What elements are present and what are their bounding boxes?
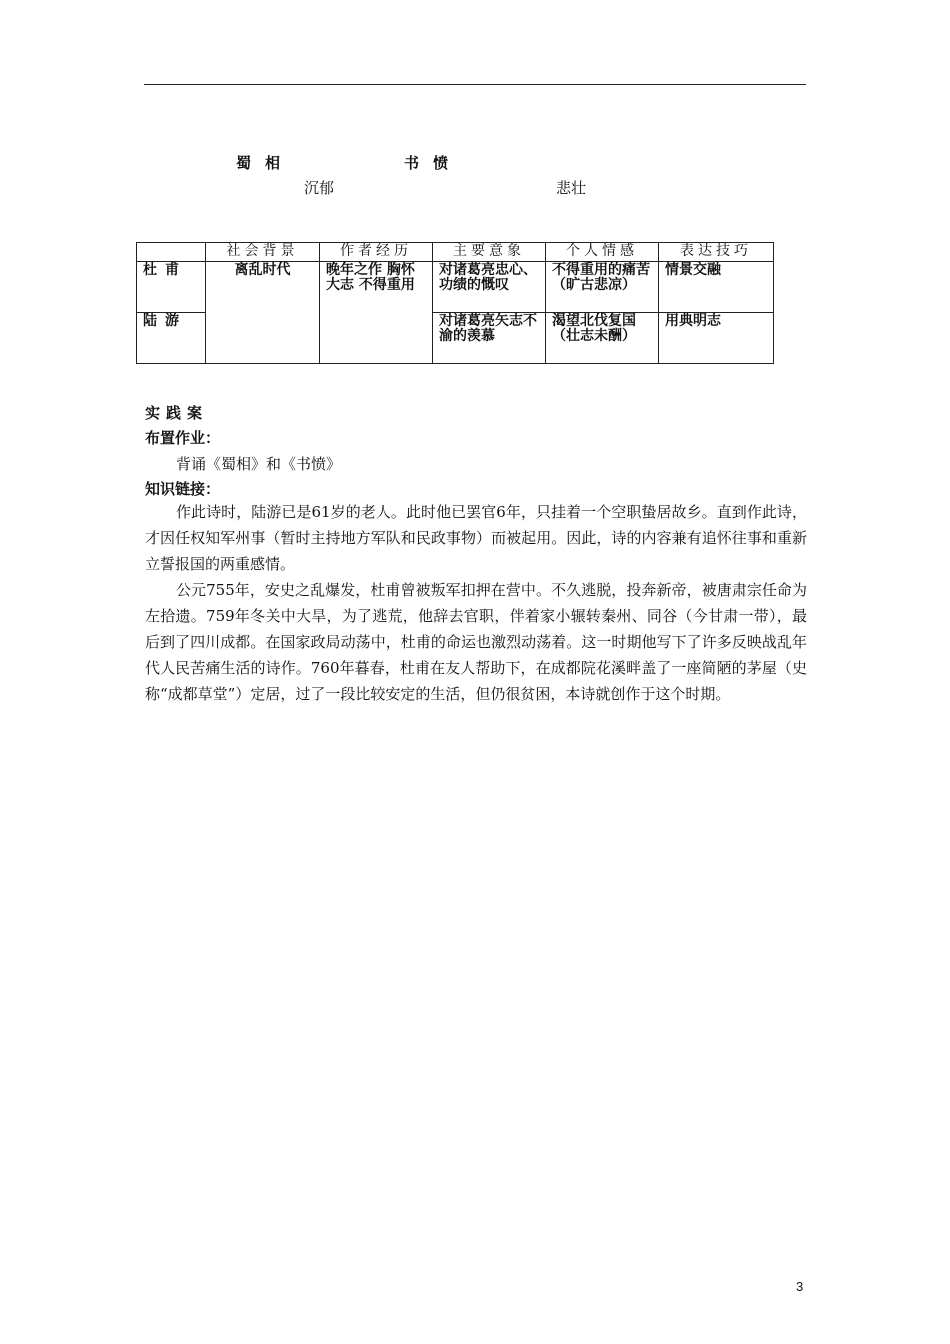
knowledge-label: 知识链接：	[145, 480, 221, 498]
knowledge-paragraph-1: 作此诗时，陆游已是61岁的老人。此时他已罢官6年，只挂着一个空职蛰居故乡。直到作此诗，才因任权知军州事（暂时主持地方军队和民政事物）而被起用。因此，诗的内容兼有追怀往事和重新立誓报国的两重感情。	[145, 503, 807, 573]
table-header-cell: 表达技巧	[659, 243, 774, 262]
mood-left: 沉郁	[304, 179, 335, 197]
table-header-row	[137, 243, 774, 262]
page-number: 3	[796, 1279, 804, 1294]
cell-imagery: 对诸葛亮忠心、功绩的慨叹	[433, 262, 546, 313]
table-header-cell	[137, 243, 206, 262]
table-header-cell: 个人情感	[546, 243, 659, 262]
comparison-table	[136, 242, 774, 364]
cell-emotion: 不得重用的痛苦（旷古悲凉）	[546, 262, 659, 313]
row-name: 陆游	[137, 313, 206, 364]
title-shuxiang: 蜀相	[236, 154, 295, 172]
cell-emotion: 渴望北伐复国（壮志未酬）	[546, 313, 659, 364]
table-header-cell: 主要意象	[433, 243, 546, 262]
knowledge-paragraph-2: 公元755年，安史之乱爆发，杜甫曾被叛军扣押在营中。不久逃脱，投奔新帝，被唐肃宗任命为左拾遗。759年冬关中大旱，为了逃荒，他辞去官职，伴着家小辗转秦州、同谷（今甘肃一带），最后到了四川成都。在国家政局动荡中，杜甫的命运也激烈动荡着。这一时期他写下了许多反映战乱年代人民苦痛生活的诗作。760年暮春，杜甫在友人帮助下，在成都院花溪畔盖了一座简陋的茅屋（史称“成都草堂”）定居，过了一段比较安定的生活，但仍很贫困，本诗就创作于这个时期。	[145, 581, 807, 703]
mood-right: 悲壮	[556, 179, 587, 197]
row-name: 杜甫	[137, 262, 206, 313]
cell-imagery: 对诸葛亮矢志不渝的羡慕	[433, 313, 546, 364]
table-header-cell: 作者经历	[320, 243, 433, 262]
practice-heading: 实践案	[145, 404, 209, 422]
cell-technique: 情景交融	[659, 262, 774, 313]
cell-technique: 用典明志	[659, 313, 774, 364]
cell-experience: 晚年之作 胸怀大志 不得重用	[320, 262, 433, 364]
table-header-cell: 社会背景	[206, 243, 320, 262]
cell-background: 离乱时代	[206, 262, 320, 364]
title-shufen: 书愤	[404, 154, 463, 172]
table-row	[137, 262, 774, 313]
homework-text: 背诵《蜀相》和《书愤》	[176, 455, 342, 473]
header-rule	[144, 84, 806, 85]
homework-label: 布置作业：	[145, 429, 221, 447]
